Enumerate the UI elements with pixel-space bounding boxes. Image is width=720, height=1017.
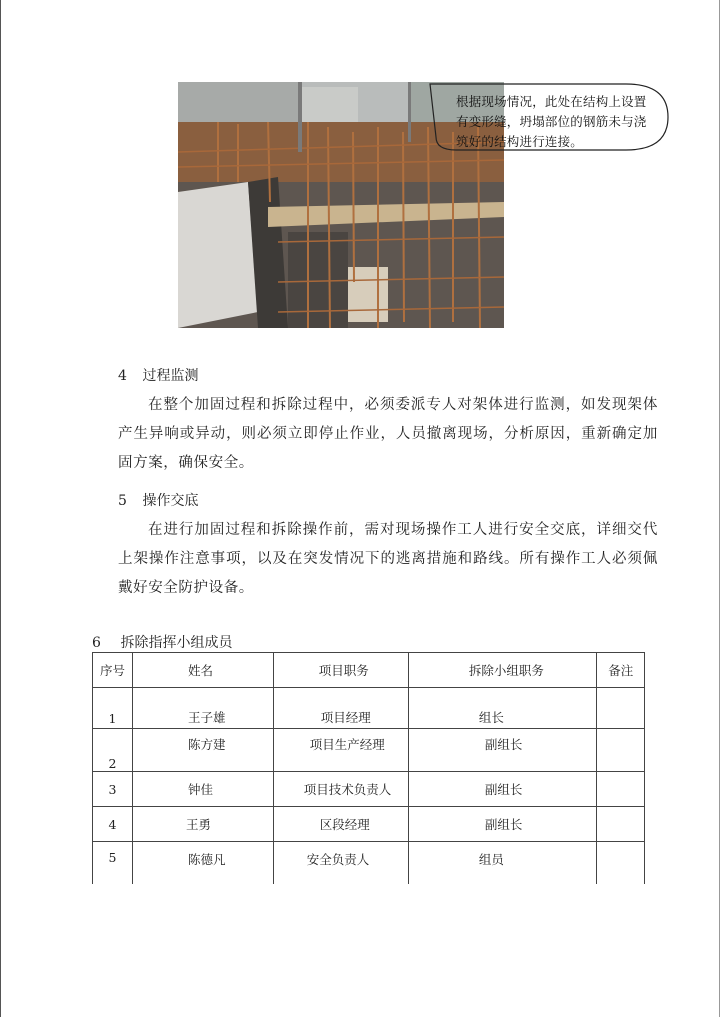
callout-bubble	[426, 82, 670, 152]
cell-group-role: 组员	[408, 842, 597, 885]
cell-group-role: 副组长	[408, 807, 597, 842]
cell-note	[597, 842, 645, 885]
header-role: 项目职务	[273, 653, 408, 688]
cell-name: 王勇	[133, 807, 274, 842]
table-row	[93, 772, 645, 807]
section-5-body: 在进行加固过程和拆除操作前，需对现场操作工人进行安全交底，详细交代 上架操作注意事项，以及在突发情况下的逃离措施和路线。所有操作工人必须佩 戴好安全防护设备。	[118, 522, 658, 596]
cell-seq: 3	[93, 772, 133, 807]
cell-name: 钟佳	[133, 772, 274, 807]
table-row	[93, 688, 645, 729]
page-border-left	[0, 0, 1, 1017]
cell-group-role: 副组长	[408, 772, 597, 807]
cell-note	[597, 729, 645, 772]
members-table	[92, 652, 645, 884]
cell-note	[597, 772, 645, 807]
cell-note	[597, 807, 645, 842]
cell-name: 陈德凡	[133, 842, 274, 885]
cell-role: 安全负责人	[273, 842, 408, 885]
header-seq: 序号	[93, 653, 133, 688]
section-5-heading	[118, 490, 198, 510]
cell-role: 项目技术负责人	[273, 772, 408, 807]
section-5-title: 操作交底	[142, 493, 199, 509]
table-row	[93, 729, 645, 772]
cell-seq: 5	[93, 842, 133, 885]
section-4-heading	[118, 365, 198, 385]
table-header-row	[93, 653, 645, 688]
cell-name: 陈方建	[133, 729, 274, 772]
cell-group-role: 副组长	[408, 729, 597, 772]
cell-seq: 4	[93, 807, 133, 842]
section-4-number: 4	[118, 368, 127, 384]
cell-seq: 2	[93, 729, 133, 772]
section-6-number: 6	[92, 635, 101, 651]
cell-role: 项目生产经理	[273, 729, 408, 772]
cell-role: 区段经理	[273, 807, 408, 842]
header-name: 姓名	[133, 653, 274, 688]
callout-text: 根据现场情况，此处在结构上设置有变形缝，坍塌部位的钢筋未与浇筑好的结构进行连接。	[456, 94, 647, 149]
cell-group-role: 组长	[408, 688, 597, 729]
section-4-body: 在整个加固过程和拆除过程中，必须委派专人对架体进行监测，如发现架体 产生异响或异动，则必须立即停止作业，人员撤离现场，分析原因，重新确定加 固方案，确保安全。	[118, 397, 658, 471]
section-4-title: 过程监测	[142, 368, 199, 384]
cell-seq: 1	[93, 688, 133, 729]
cell-name: 王子雄	[133, 688, 274, 729]
section-5-number: 5	[118, 493, 127, 509]
table-row	[93, 807, 645, 842]
header-group-role: 拆除小组职务	[408, 653, 597, 688]
section-6-heading	[92, 632, 232, 652]
cell-role: 项目经理	[273, 688, 408, 729]
cell-note	[597, 688, 645, 729]
section-6-title: 拆除指挥小组成员	[120, 635, 233, 651]
table-row	[93, 842, 645, 885]
header-note: 备注	[597, 653, 645, 688]
